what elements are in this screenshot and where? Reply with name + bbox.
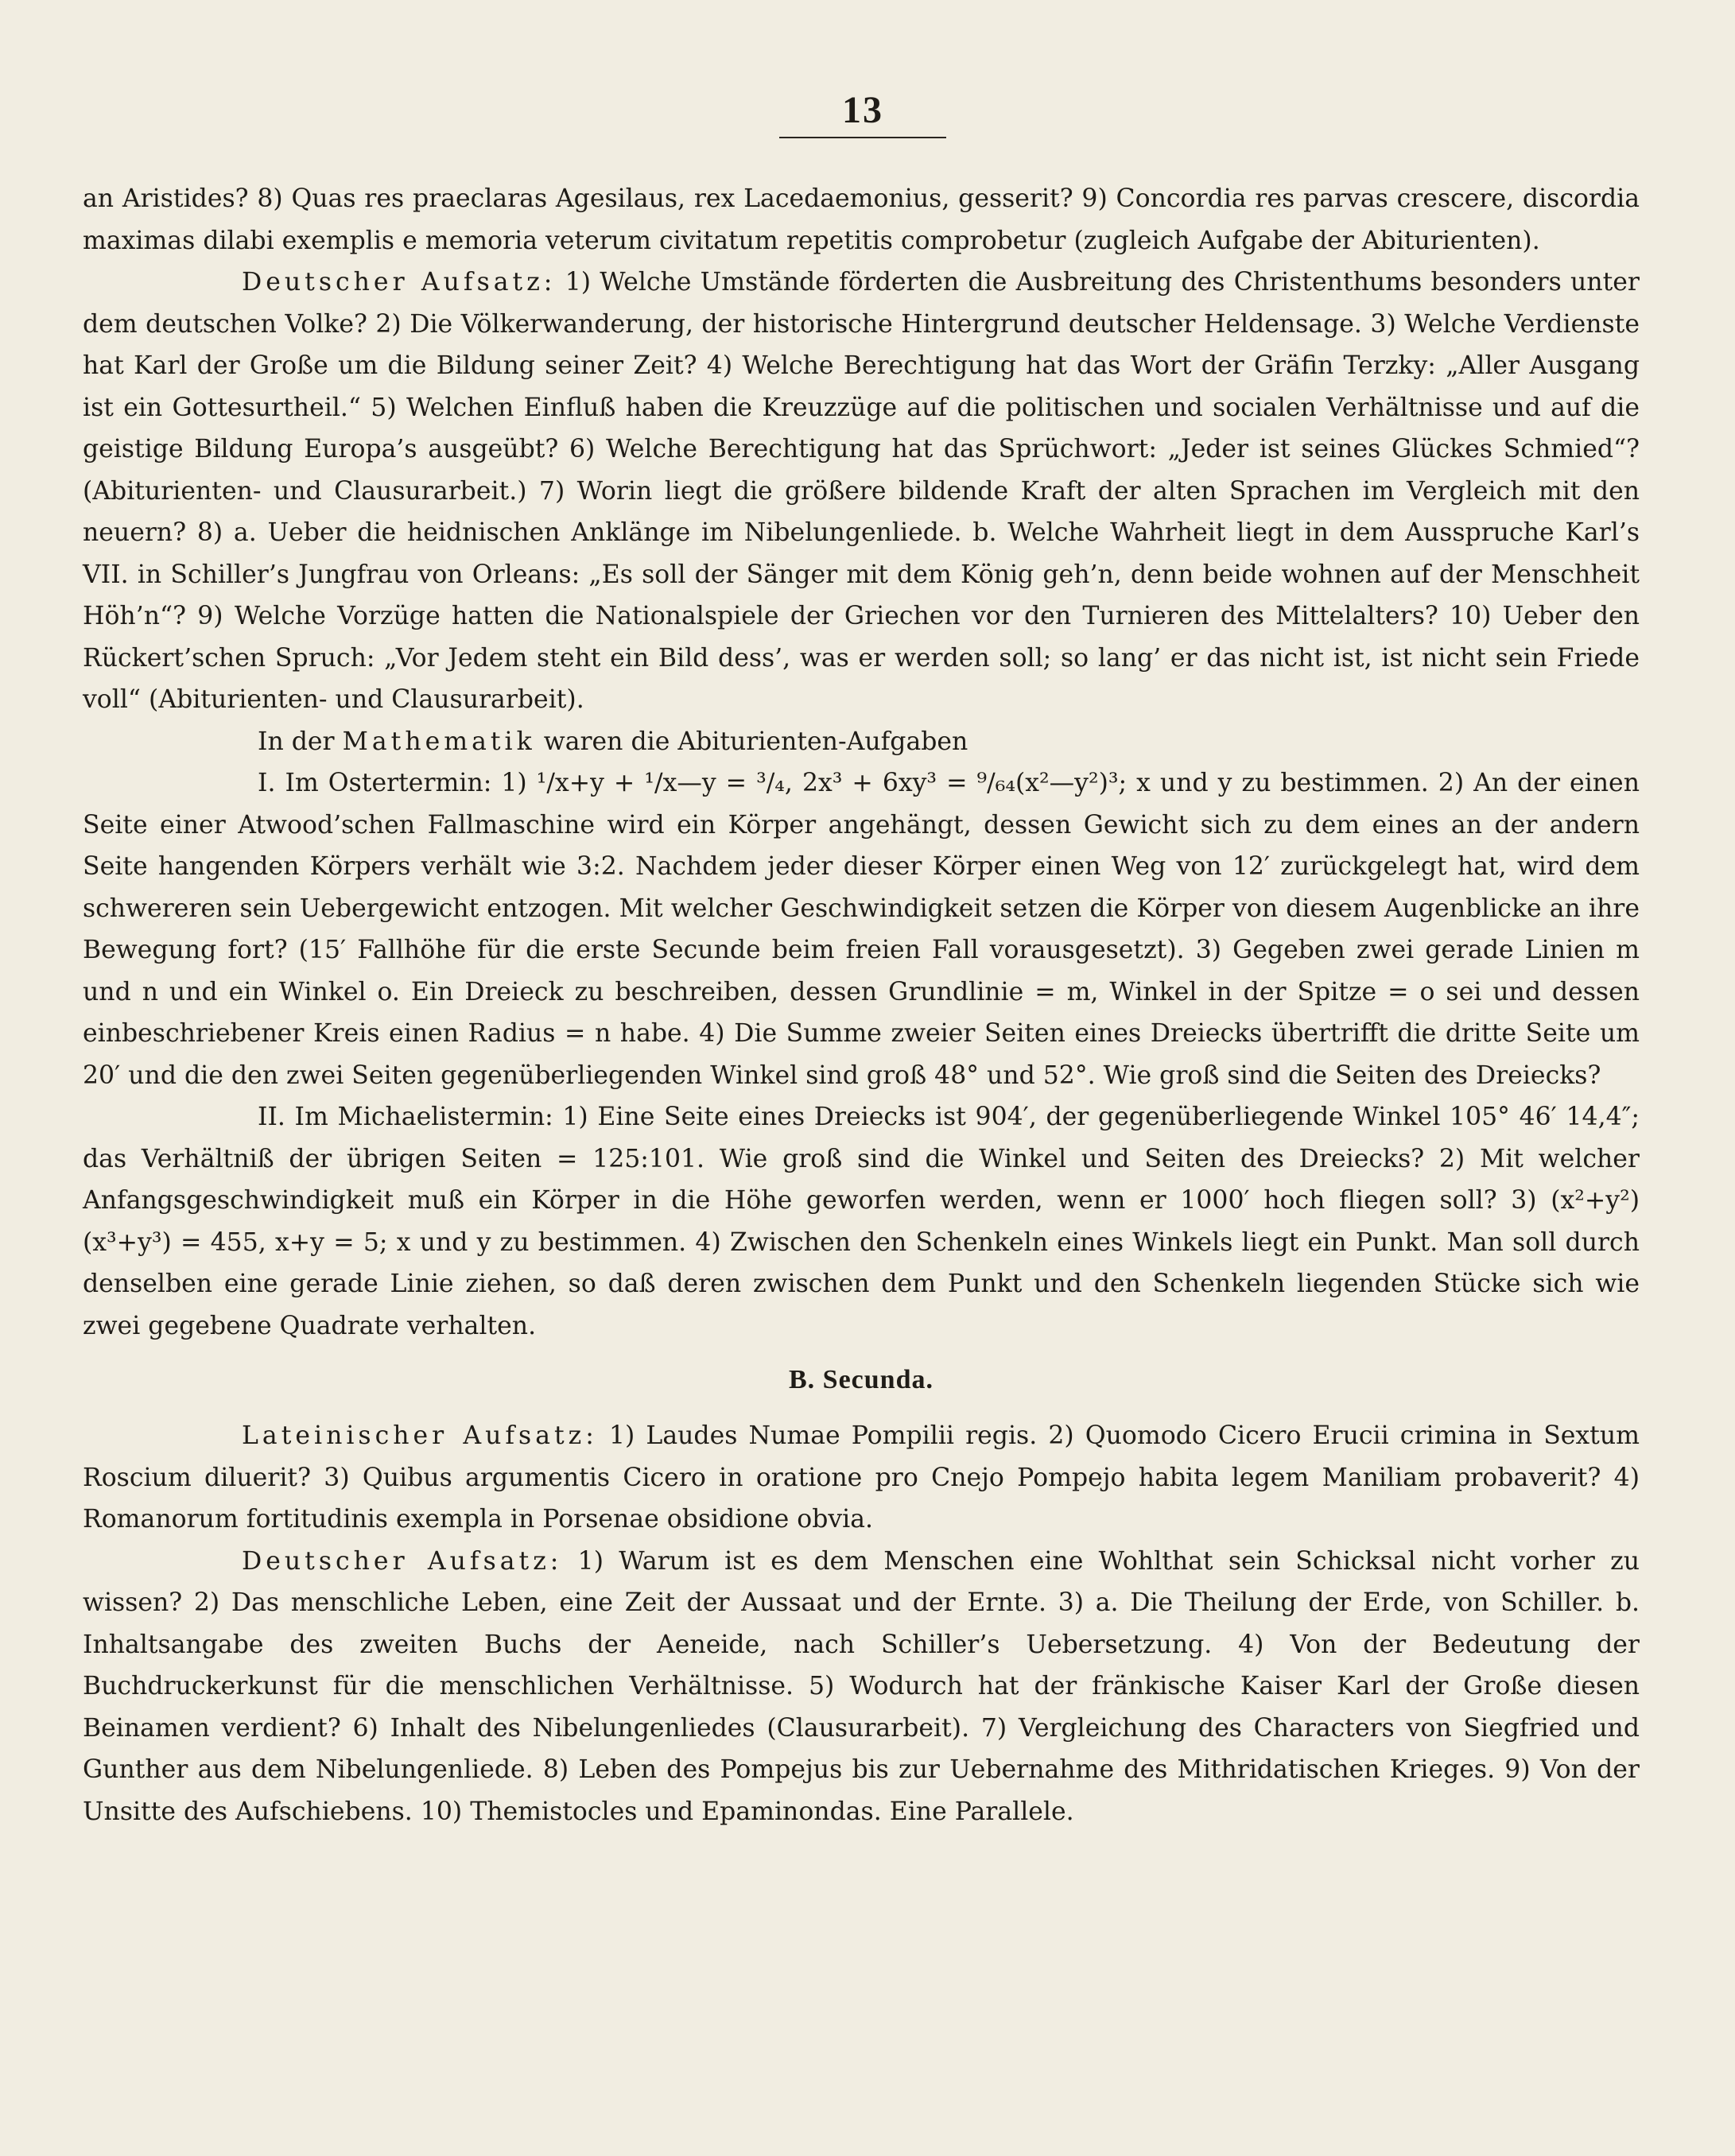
paragraph-michaelistermin — [83, 1096, 1640, 1347]
section-lead: Deutscher Aufsatz: — [242, 268, 557, 297]
page-number-rule — [779, 137, 946, 138]
paragraph-text: 1) Warum ist es dem Menschen eine Wohlthat sein Schicksal nicht vorher zu wissen? 2) Das menschliche Leben, eine Zeit der Aussaat und der Ernte. 3) a. Die Theilung der Erde, von Schiller. b. Inhaltsangabe des zweiten Buchs der Aeneide, nach Schiller’s Uebersetzung. 4) Von der Bedeutung der Buchdruckerkunst für die menschlichen Verhältnisse. 5) Wodurch hat der fränkische Kaiser Karl der Große diesen Beinamen verdient? 6) Inhalt des Nibelungenliedes (Clausurarbeit). 7) Vergleichung des Characters von Siegfried und Gunther aus dem Nibelungenliede. 8) Leben des Pompejus bis zur Uebernahme des Mithridatischen Krieges. 9) Von der Unsitte des Aufschiebens. 10) Themistocles und Epaminondas. Eine Parallele. — [83, 1546, 1640, 1826]
paragraph-ostertermin — [83, 762, 1640, 1096]
body-text — [83, 178, 1640, 1832]
page-number: 13 — [842, 89, 883, 131]
paragraph-continuation: an Aristides? 8) Quas res praeclaras Agesilaus, rex Lacedaemonius, gesserit? 9) Concordia res parvas crescere, discordia maximas dilabi exemplis e memoria veterum civitatum repetitis comprobetur (zugleich Aufgabe der Abiturienten). — [83, 184, 1640, 255]
paragraph-deutscher-aufsatz-prima — [83, 262, 1640, 721]
paragraph-deutscher-aufsatz-secunda — [83, 1541, 1640, 1833]
section-lead: II. Im Michaelistermin: — [258, 1103, 553, 1131]
section-lead: Deutscher Aufsatz: — [242, 1546, 563, 1576]
section-heading-secunda: B. Secunda. — [789, 1365, 933, 1394]
paragraph-text: waren die Abiturienten-Aufgaben — [535, 727, 968, 756]
paragraph-mathematik-intro — [83, 721, 1640, 763]
section-lead: Lateinischer Aufsatz: — [242, 1421, 598, 1450]
section-lead: Mathematik — [342, 727, 536, 756]
page-number-block — [779, 89, 946, 138]
paragraph-text: 1) Eine Seite eines Dreiecks ist 904′, der gegenüberliegende Winkel 105° 46′ 14,4″; das Verhältniß der übrigen Seiten = 125:101. Wie groß sind die Winkel und Seiten des Dreiecks? 2) Mit welcher Anfangsgeschwindigkeit muß ein Körper in die Höhe geworfen werden, wenn er 1000′ hoch fliegen soll? 3) (x²+y²) (x³+y³) = 455, x+y = 5; x und y zu bestimmen. 4) Zwischen den Schenkeln eines Winkels liegt ein Punkt. Man soll durch denselben eine gerade Linie ziehen, so daß deren zwischen dem Punkt und den Schenkeln liegenden Stücke sich wie zwei gegebene Quadrate verhalten. — [83, 1103, 1640, 1340]
section-lead: I. Im Ostertermin: — [258, 769, 492, 797]
paragraph-lateinischer-aufsatz — [83, 1415, 1640, 1541]
paragraph-text: 1) ¹/x+y + ¹/x—y = ³/₄, 2x³ + 6xy³ = ⁹/₆₄(x²—y²)³; x und y zu bestimmen. 2) An der einen Seite einer Atwood’schen Fallmaschine wird ein Körper angehängt, dessen Gewicht sich zu dem eines an der andern Seite hangenden Körpers verhält wie 3:2. Nachdem jeder dieser Körper einen Weg von 12′ zurückgelegt hat, wird dem schwereren sein Uebergewicht entzogen. Mit welcher Geschwindigkeit setzen die Körper von diesem Augenblicke an ihre Bewegung fort? (15′ Fallhöhe für die erste Secunde beim freien Fall vorausgesetzt). 3) Gegeben zwei gerade Linien m und n und ein Winkel o. Ein Dreieck zu beschreiben, dessen Grundlinie = m, Winkel in der Spitze = o sei und dessen einbeschriebener Kreis einen Radius = n habe. 4) Die Summe zweier Seiten eines Dreiecks übertrifft die dritte Seite um 20′ und die den zwei Seiten gegenüberliegenden Winkel sind groß 48° und 52°. Wie groß sind die Seiten des Dreiecks? — [83, 769, 1640, 1090]
paragraph-text: In der — [258, 727, 343, 756]
paragraph-text: 1) Welche Umstände förderten die Ausbreitung des Christenthums besonders unter dem deutschen Volke? 2) Die Völkerwanderung, der historische Hintergrund deutscher Heldensage. 3) Welche Verdienste hat Karl der Große um die Bildung seiner Zeit? 4) Welche Berechtigung hat das Wort der Gräfin Terzky: „Aller Ausgang ist ein Gottesurtheil.“ 5) Welchen Einfluß haben die Kreuzzüge auf die politischen und socialen Verhältnisse und auf die geistige Bildung Europa’s ausgeübt? 6) Welche Berechtigung hat das Sprüchwort: „Jeder ist seines Glückes Schmied“? (Abiturienten- und Clausurarbeit.) 7) Worin liegt die größere bildende Kraft der alten Sprachen im Vergleich mit den neuern? 8) a. Ueber die heidnischen Anklänge im Nibelungenliede. b. Welche Wahrheit liegt in dem Ausspruche Karl’s VII. in Schiller’s Jungfrau von Orleans: „Es soll der Sänger mit dem König geh’n, denn beide wohnen auf der Menschheit Höh’n“? 9) Welche Vorzüge hatten die Nationalspiele der Griechen vor den Turnieren des Mittelalters? 10) Ueber den Rückert’schen Spruch: „Vor Jedem steht ein Bild dess’, was er werden soll; so lang’ er das nicht ist, ist nicht sein Friede voll“ (Abiturienten- und Clausurarbeit). — [83, 268, 1640, 714]
paragraph-text: 1) Laudes Numae Pompilii regis. 2) Quomodo Cicero Erucii crimina in Sextum Roscium diluerit? 3) Quibus argumentis Cicero in oratione pro Cnejo Pompejo habita legem Maniliam probaverit? 4) Romanorum fortitudinis exempla in Porsenae obsidione obvia. — [83, 1421, 1640, 1534]
